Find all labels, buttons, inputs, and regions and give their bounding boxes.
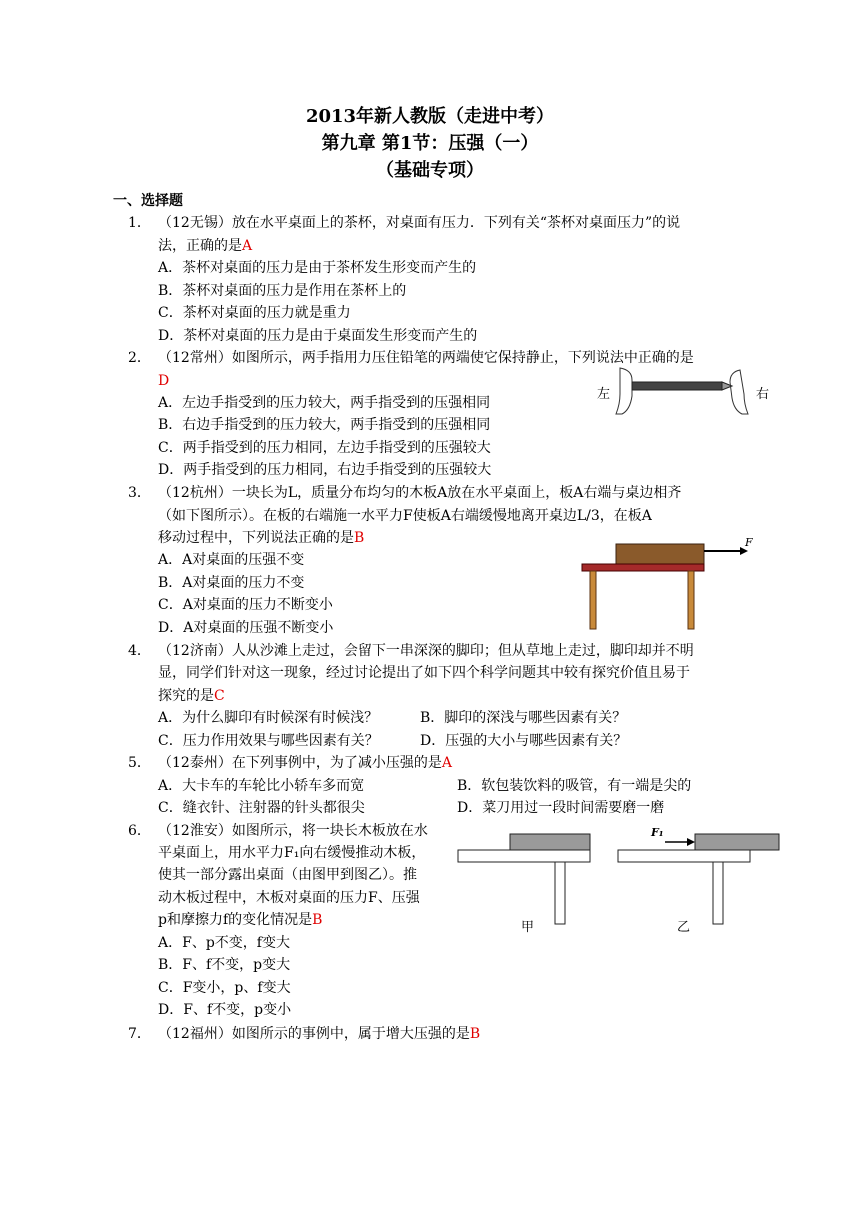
q3-text-3: 移动过程中，下列说法正确的是B: [158, 530, 365, 546]
q7-text-1: （12福州）如图所示的事例中，属于增大压强的是B: [158, 1026, 481, 1042]
q1-number: 1．: [128, 215, 151, 231]
q2-option-c: C．两手指受到的压力相同，左边手指受到的压强较大: [158, 440, 491, 456]
title-line-1: 2013年新人教版（走进中考）: [305, 106, 555, 127]
q4-text-2: 显，同学们针对这一现象，经过讨论提出了如下四个科学问题其中较有探究价值且易于: [158, 665, 690, 681]
section-heading: 一、选择题: [113, 193, 183, 209]
q6-text-2: 平桌面上，用水平力F₁向右缓慢推动木板，: [158, 845, 426, 861]
q5-option-d: D．菜刀用过一段时间需要磨一磨: [457, 800, 665, 816]
q1-text-2: 法，正确的是A: [158, 238, 253, 254]
q6-option-b: B．F、f不变，p变大: [158, 957, 291, 973]
q4-text-1: （12济南）人从沙滩上走过，会留下一串深深的脚印；但从草地上走过，脚印却并不明: [158, 643, 694, 659]
q6-text-4: 动木板过程中，木板对桌面的压力F、压强: [158, 890, 420, 906]
q4-text-3: 探究的是C: [158, 688, 225, 704]
q1-text-1: （12无锡）放在水平桌面上的茶杯，对桌面有压力．下列有关“茶杯对桌面压力”的说: [158, 215, 681, 231]
title-line-2: 第九章 第1节：压强（一）: [321, 133, 539, 154]
q4-option-c: C．压力作用效果与哪些因素有关？: [158, 733, 379, 749]
q3-answer: B: [354, 530, 365, 546]
q6-answer: B: [312, 912, 323, 928]
q4-option-a: A．为什么脚印有时候深有时候浅？: [158, 710, 379, 726]
q6-option-a: A．F、p不变，f变大: [158, 935, 290, 951]
q3-option-d: D．A对桌面的压强不断变小: [158, 620, 334, 636]
q3-text-1: （12杭州）一块长为L，质量分布均匀的木板A放在水平桌面上，板A右端与桌边相齐: [158, 485, 682, 501]
board-push-drawing: [455, 826, 785, 936]
q2-answer: D: [158, 373, 170, 389]
pencil-figure: [590, 366, 775, 416]
q4-number: 4．: [128, 643, 151, 659]
board-force-label: F: [745, 536, 753, 549]
pencil-right-label: 右: [756, 387, 770, 402]
q2-number: 2．: [128, 350, 151, 366]
q6-text-5: p和摩擦力f的变化情况是B: [158, 912, 323, 928]
q3-text-2: （如下图所示）。在板的右端施一水平力F使板A右端缓慢地离开桌边L/3，在板A: [158, 508, 652, 524]
panel-yi-label: 乙: [677, 920, 691, 935]
q5-option-c: C．缝衣针、注射器的针头都很尖: [158, 800, 365, 816]
q7-answer: B: [469, 1026, 481, 1042]
q6-number: 6．: [128, 823, 151, 839]
q6-option-d: D．F、f不变，p变小: [158, 1002, 292, 1018]
q6-text-3: 使其一部分露出桌面（由图甲到图乙）。推: [158, 867, 417, 883]
q4-answer: C: [214, 688, 225, 704]
q3-number: 3．: [128, 485, 151, 501]
q5-option-b: B．软包装饮料的吸管，有一端是尖的: [457, 778, 692, 794]
q5-option-a: A．大卡车的车轮比小轿车多而宽: [158, 778, 365, 794]
board-push-figure: [455, 826, 785, 936]
title-line-3: （基础专项）: [376, 160, 484, 181]
q2-option-d: D．两手指受到的压力相同，右边手指受到的压强较大: [158, 462, 492, 478]
q1-answer: A: [242, 238, 253, 254]
q3-option-b: B．A对桌面的压力不变: [158, 575, 305, 591]
q3-option-c: C．A对桌面的压力不断变小: [158, 597, 333, 613]
q1-option-c: C．茶杯对桌面的压力就是重力: [158, 305, 351, 321]
q1-option-b: B．茶杯对桌面的压力是作用在茶杯上的: [158, 283, 407, 299]
q6-option-c: C．F变小，p、f变大: [158, 980, 291, 996]
push-force-label: F₁: [651, 826, 664, 839]
q1-option-d: D．茶杯对桌面的压力是由于桌面发生形变而产生的: [158, 328, 478, 344]
q5-text-1: （12泰州）在下列事例中，为了减小压强的是A: [158, 755, 452, 771]
q6-text-1: （12淮安）如图所示，将一块长木板放在水: [158, 823, 428, 839]
panel-jia-label: 甲: [521, 920, 535, 935]
pencil-left-label: 左: [597, 387, 611, 402]
q4-option-d: D．压强的大小与哪些因素有关？: [420, 733, 628, 749]
q5-answer: A: [441, 755, 452, 771]
q1-option-a: A．茶杯对桌面的压力是由于茶杯发生形变而产生的: [158, 260, 477, 276]
q4-option-b: B．脚印的深浅与哪些因素有关？: [420, 710, 627, 726]
q5-number: 5．: [128, 755, 151, 771]
q2-option-a: A．左边手指受到的压力较大，两手指受到的压强相同: [158, 395, 491, 411]
fingers-pencil-drawing: [590, 366, 775, 416]
board-table-drawing: [578, 540, 758, 632]
board-table-figure: [578, 536, 758, 632]
q2-option-b: B．右边手指受到的压力较大，两手指受到的压强相同: [158, 417, 491, 433]
q2-text-1: （12常州）如图所示，两手指用力压住铅笔的两端使它保持静止，下列说法中正确的是: [158, 350, 694, 366]
q3-option-a: A．A对桌面的压强不变: [158, 552, 305, 568]
q7-number: 7．: [128, 1026, 151, 1042]
